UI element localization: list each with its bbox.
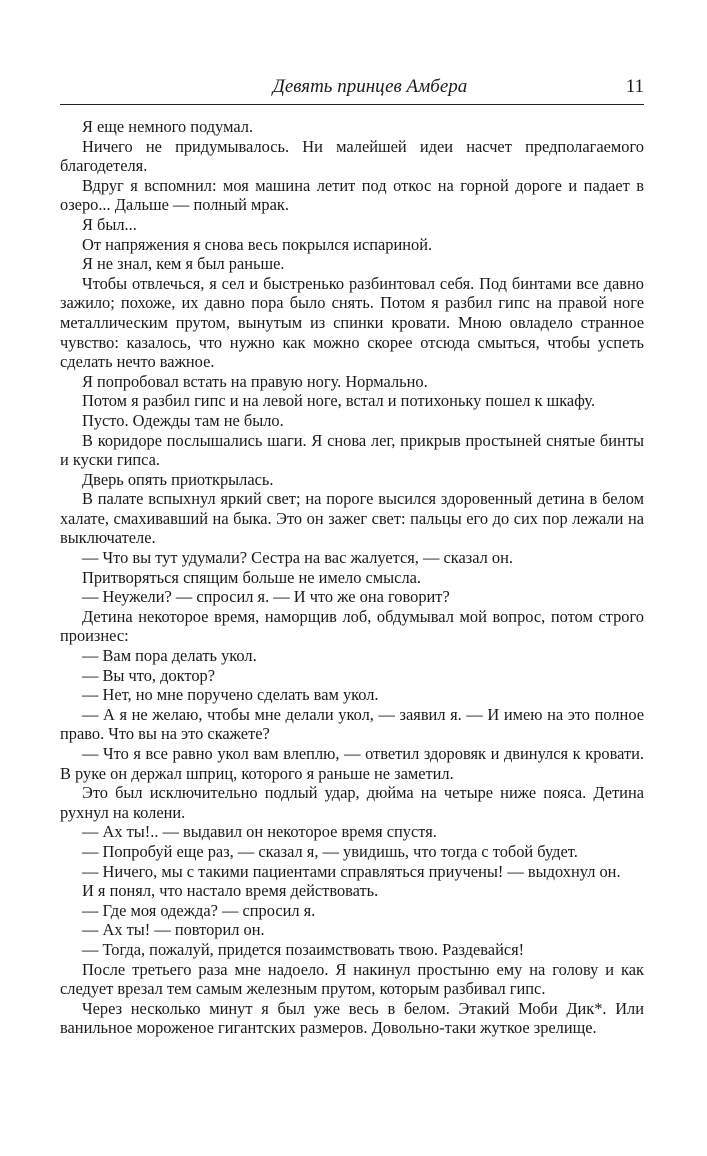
- dialogue-line: — Неужели? — спросил я. — И что же она говорит?: [82, 587, 450, 607]
- dialogue-line: — Где моя одежда? — спросил я.: [82, 900, 316, 920]
- paragraph: Я не знал, кем я был раньше.: [82, 254, 285, 274]
- paragraph: Я попробовал встать на правую ногу. Нормально.: [82, 371, 428, 391]
- running-header: [60, 74, 644, 102]
- paragraph: Ничего не придумывалось. Ни малейшей идеи насчет предполагаемого благодетеля.: [60, 136, 644, 176]
- paragraph: Притворяться спящим больше не имело смысла.: [82, 567, 422, 587]
- paragraph: Я еще немного подумал.: [82, 117, 254, 136]
- paragraph: Через несколько минут я был уже весь в белом. Этакий Моби Дик*. Или ванильное мороженое гигантских размеров. Довольно-таки жуткое зрелище.: [60, 998, 644, 1038]
- dialogue-line: — Ах ты! — повторил он.: [82, 920, 265, 940]
- dialogue-line: — А я не желаю, чтобы мне делали укол, — заявил я. — И имею на это полное право. Что вы на это скажете?: [60, 704, 644, 744]
- paragraph: Чтобы отвлечься, я сел и быстренько разбинтовал себя. Под бинтами все давно зажило; похоже, их давно пора было снять. Потом я разбил гипс на правой ноге металлическим прутом, вынутым из спинки кровати. Мною овладело странное чувство: казалось, что нужно как можно скорее отсюда смыться, чтобы успеть сделать нечто важное.: [60, 273, 644, 372]
- header-rule: [60, 104, 644, 105]
- paragraph: Я был...: [82, 214, 137, 234]
- dialogue-line: — Ничего, мы с такими пациентами справляться приучены! — выдохнул он.: [82, 861, 621, 881]
- dialogue-line: — Вам пора делать укол.: [82, 646, 257, 666]
- dialogue-line: — Нет, но мне поручено сделать вам укол.: [82, 685, 379, 705]
- dialogue-line: — Попробуй еще раз, — сказал я, — увидишь, что тогда с тобой будет.: [82, 841, 578, 861]
- running-title: Девять принцев Амбера: [272, 76, 468, 97]
- dialogue-line: — Тогда, пожалуй, придется позаимствовать твою. Раздевайся!: [82, 939, 525, 959]
- paragraph: Дверь опять приоткрылась.: [82, 469, 274, 489]
- paragraph: Это был исключительно подлый удар, дюйма на четыре ниже пояса. Детина рухнул на колени.: [60, 783, 644, 822]
- paragraph: Детина некоторое время, наморщив лоб, обдумывал мой вопрос, потом строго произнес:: [60, 606, 644, 646]
- paragraph: Пусто. Одежды там не было.: [82, 410, 284, 430]
- paragraph: В коридоре послышались шаги. Я снова лег, прикрыв простыней снятые бинты и куски гипса.: [60, 430, 644, 470]
- paragraph: Вдруг я вспомнил: моя машина летит под откос на горной дороге и падает в озеро... Дальше — полный мрак.: [60, 175, 644, 215]
- paragraph: В палате вспыхнул яркий свет; на пороге высился здоровенный детина в белом халате, смахивавший на быка. Это он зажег свет: пальцы его до сих пор лежали на выключателе.: [60, 489, 644, 548]
- dialogue-line: — Что я все равно укол вам влеплю, — ответил здоровяк и двинулся к кровати. В руке он держал шприц, которого я раньше не заметил.: [60, 744, 644, 783]
- paragraph: И я понял, что настало время действовать.: [82, 881, 379, 901]
- dialogue-line: — Вы что, доктор?: [82, 665, 216, 685]
- paragraph: От напряжения я снова весь покрылся испариной.: [82, 234, 433, 254]
- dialogue-line: — Ах ты!.. — выдавил он некоторое время спустя.: [82, 822, 437, 842]
- paragraph: Потом я разбил гипс и на левой ноге, встал и потихоньку пошел к шкафу.: [82, 391, 596, 411]
- dialogue-line: — Что вы тут удумали? Сестра на вас жалуется, — сказал он.: [82, 548, 513, 568]
- body-text: [60, 117, 644, 1038]
- paragraph: После третьего раза мне надоело. Я накинул простыню ему на голову и как следует врезал тем самым железным прутом, которым разбивал гипс.: [60, 959, 644, 999]
- page-number: 11: [625, 76, 644, 97]
